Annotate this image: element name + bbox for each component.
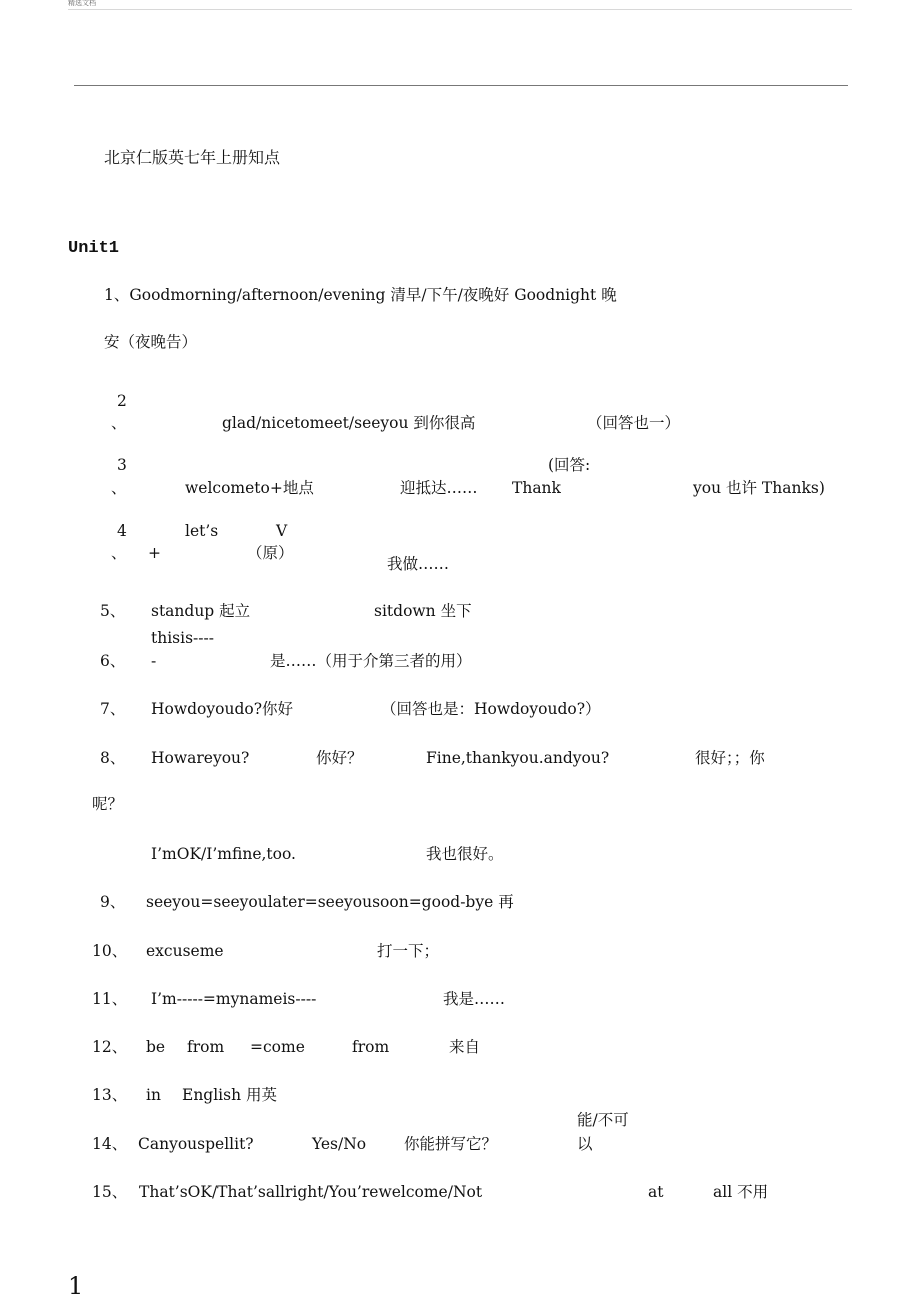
- item-11-a: I’m-----=mynameis----: [151, 990, 317, 1008]
- item-3-separator: 、: [111, 479, 127, 497]
- item-8-e: 呢？: [92, 795, 124, 813]
- item-14-b: Yes/No: [312, 1135, 367, 1153]
- item-2-number: 2: [117, 392, 127, 410]
- header-label: 精选文档: [68, 0, 96, 7]
- item-8-b: 你好？: [316, 749, 363, 767]
- item-13-b: English 用英: [182, 1086, 277, 1104]
- item-7-number: 7、: [100, 700, 126, 718]
- page-number: 1: [68, 1272, 84, 1300]
- item-14-d2: 以: [577, 1135, 593, 1153]
- item-13-a: in: [146, 1086, 161, 1104]
- item-4-lets: let’s: [185, 522, 219, 540]
- item-6-dash: -: [151, 652, 157, 670]
- item-8-a: Howareyou?: [151, 749, 250, 767]
- item-11-b: 我是……: [443, 990, 506, 1008]
- item-5-number: 5、: [100, 602, 126, 620]
- item-12-number: 12、: [92, 1038, 128, 1056]
- item-4-original: （原）: [247, 544, 294, 562]
- item-10-number: 10、: [92, 942, 128, 960]
- item-6-b: 是……（用于介第三者的用）: [270, 652, 472, 670]
- item-12-b: from: [187, 1038, 225, 1056]
- item-8-number: 8、: [100, 749, 126, 767]
- header-rule: [68, 9, 852, 10]
- item-12-e: 来自: [449, 1038, 481, 1056]
- item-4-separator: 、: [111, 544, 127, 562]
- item-6-number: 6、: [100, 652, 126, 670]
- item-2-text: glad/nicetomeet/seeyou 到你很高: [222, 414, 476, 432]
- item-8-d: 很好；；你: [695, 749, 765, 767]
- item-4-verb: V: [276, 522, 288, 540]
- item-10-a: excuseme: [146, 942, 224, 960]
- item-9-number: 9、: [100, 893, 126, 911]
- item-15-c: all 不用: [713, 1183, 769, 1201]
- item-15-number: 15、: [92, 1183, 128, 1201]
- item-15-a: That’sOK/That’sallright/You’rewelcome/Not: [139, 1183, 483, 1201]
- item-13-number: 13、: [92, 1086, 128, 1104]
- item-3-note-open: (回答:: [548, 456, 591, 474]
- item-5-a: standup 起立: [151, 602, 251, 620]
- item-5-b: sitdown 坐下: [374, 602, 472, 620]
- item-14-c: 你能拼写它？: [404, 1135, 498, 1153]
- item-1-line1: 1、Goodmorning/afternoon/evening 清早/下午/夜晚好 Goodnight 晚: [104, 286, 617, 304]
- item-1-line2: 安（夜晚告）: [104, 333, 198, 351]
- item-3-number: 3: [117, 456, 127, 474]
- item-14-number: 14、: [92, 1135, 128, 1153]
- item-4-number: 4: [117, 522, 127, 540]
- item-4-plus: +: [148, 544, 161, 562]
- item-6-a: thisis----: [151, 629, 214, 647]
- item-12-a: be: [146, 1038, 166, 1056]
- item-8-c: Fine,thankyou.andyou?: [426, 749, 610, 767]
- item-7-a: Howdoyoudo?你好: [151, 700, 294, 718]
- item-8-f: I’mOK/I’mfine,too.: [151, 845, 296, 863]
- item-2-separator: 、: [111, 414, 127, 432]
- item-10-b: 打一下；: [377, 942, 440, 960]
- item-14-d1: 能/不可: [577, 1111, 629, 1129]
- section-title: Unit1: [68, 239, 120, 258]
- item-2-note: （回答也一）: [587, 414, 681, 432]
- item-14-a: Canyouspellit?: [138, 1135, 254, 1153]
- item-7-b: （回答也是：Howdoyoudo?）: [381, 700, 601, 718]
- item-11-number: 11、: [92, 990, 128, 1008]
- item-3-text: welcometo+地点: [185, 479, 314, 497]
- header-divider: [74, 85, 848, 86]
- item-3-meaning: 迎抵达……: [400, 479, 478, 497]
- item-15-b: at: [648, 1183, 664, 1201]
- item-12-c: =come: [250, 1038, 305, 1056]
- item-12-d: from: [352, 1038, 390, 1056]
- item-3-thank: Thank: [512, 479, 561, 497]
- item-4-meaning: 我做……: [387, 555, 450, 573]
- item-9-a: seeyou=seeyoulater=seeyousoon=good-bye 再: [146, 893, 514, 911]
- doc-title: 北京仁版英七年上册知点: [104, 148, 281, 167]
- item-3-note-close: you 也许 Thanks): [693, 479, 825, 497]
- item-8-g: 我也很好。: [426, 845, 504, 863]
